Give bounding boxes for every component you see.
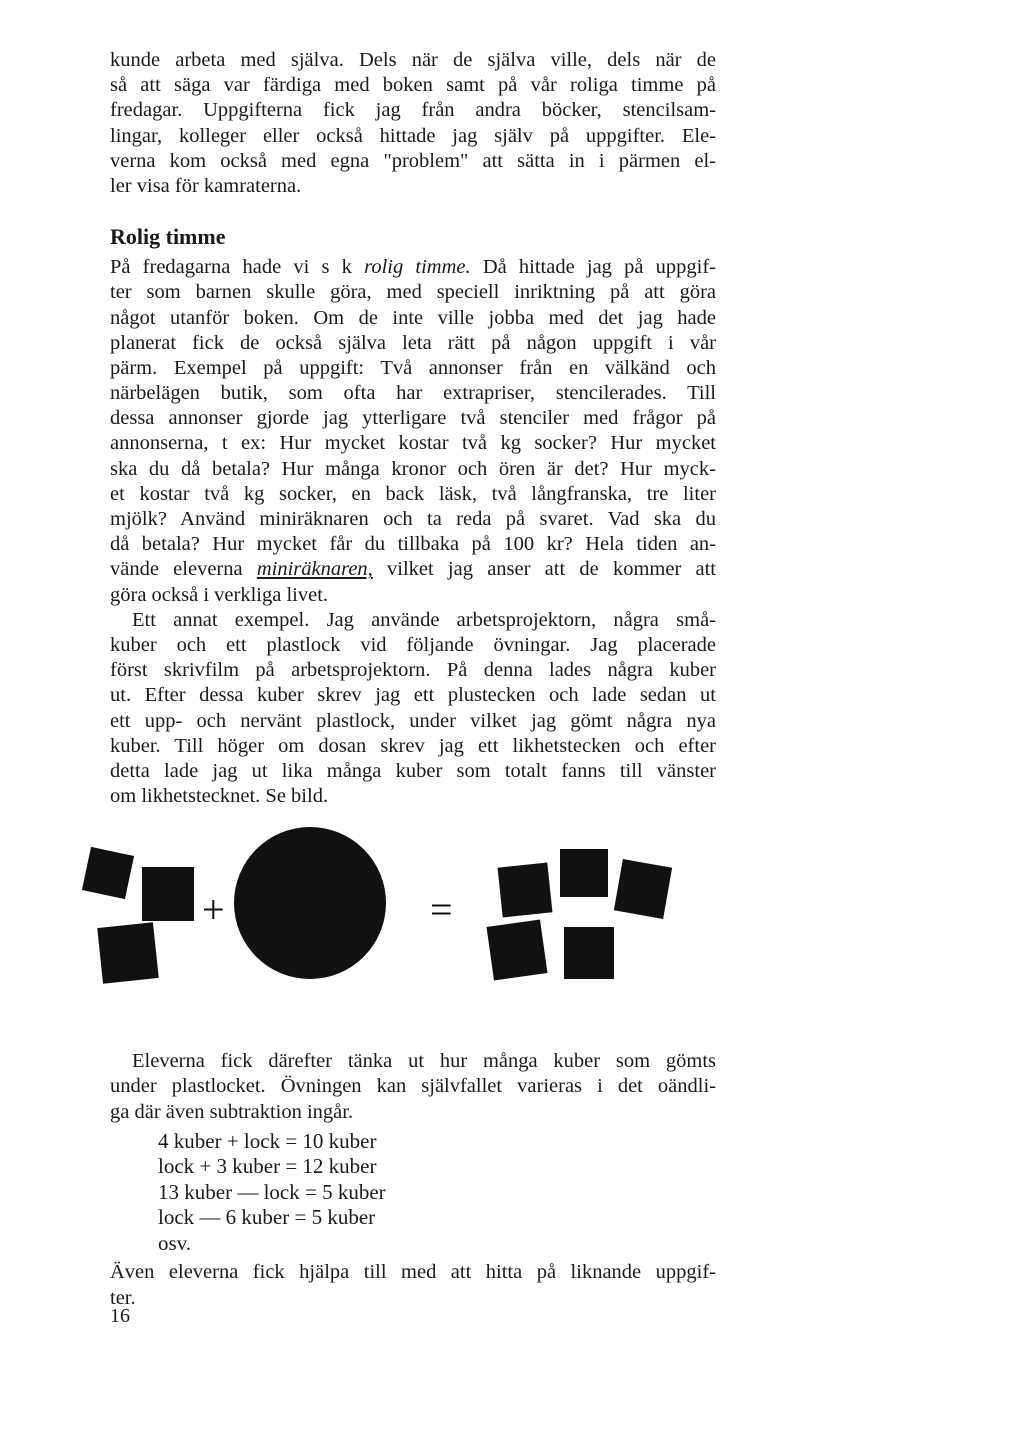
cube-shape (142, 867, 194, 921)
text-line: et kostar två kg socker, en back läsk, två långfranska, tre liter (110, 482, 716, 505)
paragraph-intro (110, 48, 716, 199)
emphasis-text: miniräknaren, (256, 558, 373, 581)
text-line: om likhetstecknet. Se bild. (110, 785, 329, 808)
paragraph-conclusion (110, 1049, 716, 1125)
paragraph-rolig-timme (110, 255, 716, 608)
equation-line: lock + 3 kuber = 12 kuber (158, 1154, 377, 1179)
text-line: kuber. Till höger om dosan skrev jag ett likhetstecken och efter (110, 734, 716, 757)
cube-shape (82, 847, 134, 899)
emphasis-text: rolig timme. (364, 256, 471, 279)
text-line: så att säga var färdiga med boken samt på vår roliga timme på (110, 74, 716, 97)
text-line: dessa annonser gjorde jag ytterligare två stenciler med frågor på (110, 407, 716, 430)
equation-line: osv. (158, 1230, 192, 1255)
text-line: kunde arbeta med själva. Dels när de själva ville, dels när de (110, 49, 716, 71)
text-line: ga där även subtraktion ingår. (110, 1100, 354, 1123)
text-line: göra också i verkliga livet. (110, 583, 329, 606)
equation-line: lock — 6 kuber = 5 kuber (158, 1205, 376, 1230)
section-heading: Rolig timme (110, 224, 226, 250)
cube-shape (498, 863, 553, 918)
text-run: vände eleverna (110, 558, 257, 581)
text-line: ut. Efter dessa kuber skrev jag ett plustecken och lade sedan ut (110, 684, 716, 707)
text-line: ler visa för kamraterna. (110, 174, 302, 197)
text-line: först skrivfilm på arbetsprojektorn. På denna lades några kuber (110, 659, 716, 682)
text-line: då betala? Hur mycket får du tillbaka på 100 kr? Hela tiden an- (110, 533, 716, 556)
text-line: fredagar. Uppgifterna fick jag från andra böcker, stencilsam- (110, 99, 716, 122)
cube-shape (564, 927, 614, 979)
paragraph-final (110, 1260, 716, 1310)
text-run: På fredagarna hade vi s k (110, 256, 365, 279)
text-line: pärm. Exempel på uppgift: Två annonser från en välkänd och (110, 356, 716, 379)
text-line: under plastlocket. Övningen kan självfallet varieras i det oändli- (110, 1075, 716, 1098)
page-body (110, 48, 716, 1311)
lid-circle (234, 827, 386, 979)
text-line (110, 255, 716, 280)
text-line: ter som barnen skulle göra, med speciell inriktning på att göra (110, 281, 716, 304)
cube-shape (487, 920, 548, 981)
text-line: kuber och ett plastlock vid följande övningar. Jag placerade (110, 633, 716, 656)
text-line: något utanför boken. Om de inte ville jobba med det jag hade (110, 306, 716, 329)
text-line: verna kom också med egna "problem" att sätta in i pärmen el- (110, 149, 716, 172)
equation-list (110, 1129, 716, 1257)
text-line: ett upp- och nervänt plastlock, under vilket jag gömt några nya (110, 709, 716, 732)
text-line: ska du då betala? Hur många kronor och ören är det? Hur myck- (110, 457, 716, 480)
text-line: lingar, kolleger eller också hittade jag själv på uppgifter. Ele- (110, 124, 716, 147)
cube-shape (560, 849, 608, 897)
cube-shape (614, 859, 672, 919)
page-number: 16 (110, 1305, 130, 1327)
text-line: planerat fick de också själva leta rätt på någon uppgift i vår (110, 331, 716, 354)
text-run: Då hittade jag på uppgif- (470, 256, 716, 279)
plus-sign: + (202, 887, 225, 933)
text-line: mjölk? Använd miniräknaren och ta reda på svaret. Vad ska du (110, 508, 716, 530)
equals-sign: = (430, 887, 453, 933)
text-line: annonserna, t ex: Hur mycket kostar två kg socker? Hur mycket (110, 432, 716, 455)
text-line: ter. (110, 1286, 136, 1309)
equation-line: 4 kuber + lock = 10 kuber (158, 1128, 377, 1153)
text-line: Ett annat exempel. Jag använde arbetsprojektorn, några små- (132, 608, 716, 631)
figure-illustration (80, 827, 740, 1037)
cube-shape (97, 922, 159, 984)
paragraph-example (110, 608, 716, 810)
text-line: Eleverna fick därefter tänka ut hur många kuber som gömts (132, 1050, 716, 1073)
cube-equation-figure (110, 827, 716, 1037)
text-line: Även eleverna fick hjälpa till med att hitta på liknande uppgif- (110, 1261, 716, 1284)
text-line: närbelägen butik, som ofta har extrapriser, stencilerades. Till (110, 382, 716, 405)
text-run: vilket jag anser att de kommer att (372, 558, 716, 581)
text-line (110, 557, 716, 582)
text-line: detta lade jag ut lika många kuber som totalt fanns till vänster (110, 759, 716, 782)
equation-line: 13 kuber — lock = 5 kuber (158, 1179, 386, 1204)
